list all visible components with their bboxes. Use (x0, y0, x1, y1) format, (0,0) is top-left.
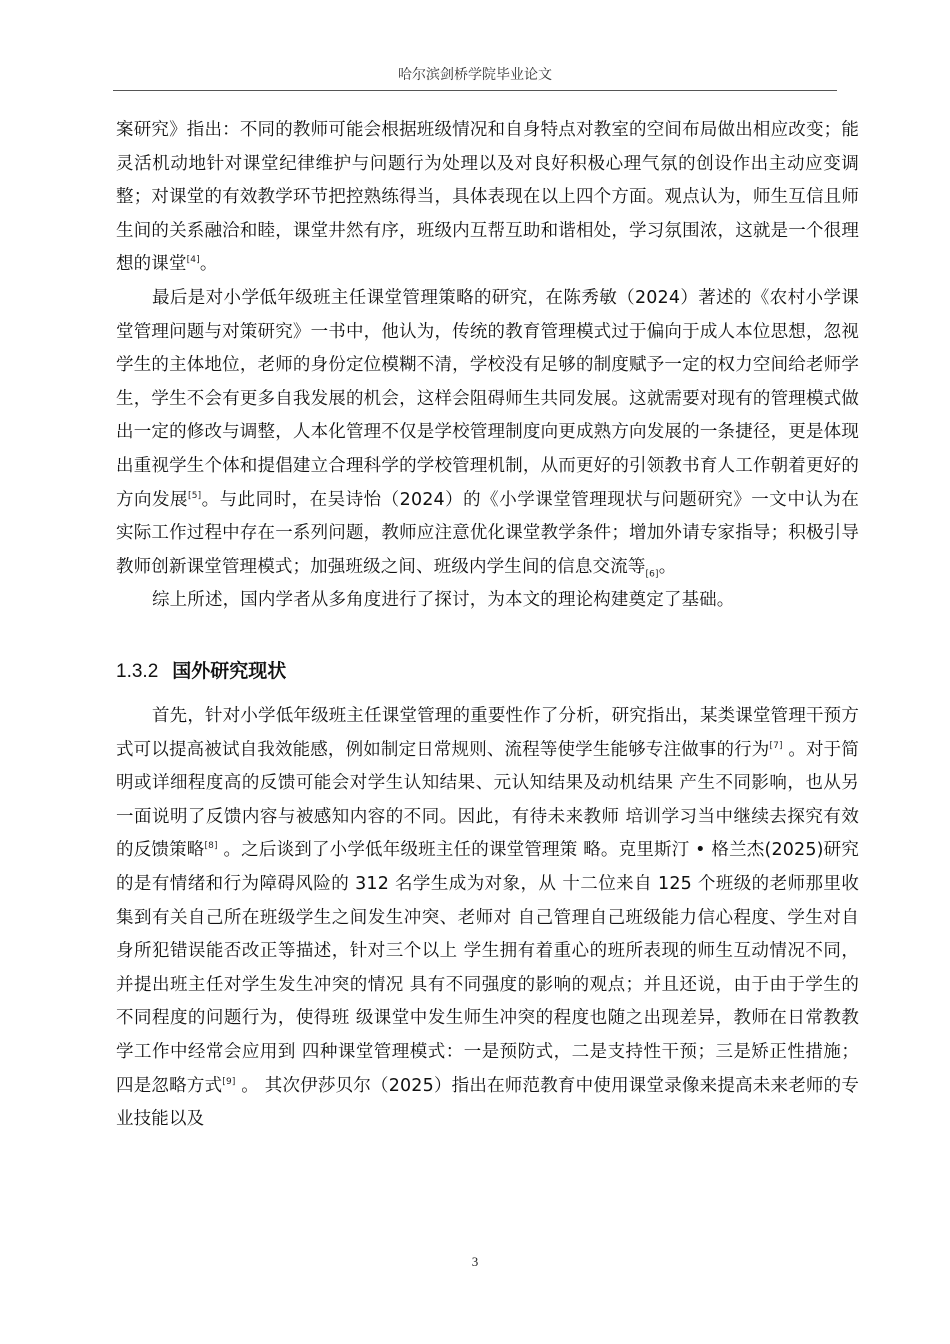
section-title: 国外研究现状 (172, 660, 287, 682)
body-text-top (116, 114, 859, 618)
running-header: 哈尔滨剑桥学院毕业论文 (398, 67, 552, 83)
paragraph-text: 。与此同时，在吴诗怡（2024）的《小学课堂管理现状与问题研究》一文中认为在实际工作过程中存在一系列问题，教师应注意优化课堂教学条件；增加外请专家指导；积极引导教师创新课堂管理模式；加强班级之间、班级内学生间的信息交流等 (116, 489, 859, 577)
paragraph-text: 。之后谈到了小学低年级班主任的课堂管理策 略。克里斯汀 • 格兰杰(2025)研究的是有情绪和行为障碍风险的 312 名学生成为对象，从 十二位来自 125 个班级的老师那里收集到有关自己所在班级学生之间发生冲突、老师对 自己管理自己班级能力信心程度、学生对自身所犯错误能否改正等描述，针对三个以上 学生拥有着重心的班所表现的师生互动情况不同，并提出班主任对学生发生冲突的情况 具有不同强度的影响的观点；并且还说，由于由于学生的不同程度的问题行为，使得班 级课堂中发生师生冲突的程度也随之出现差异，教师在日常教教学工作中经常会应用到 四种课堂管理模式：一是预防式，二是支持性干预；三是矫正性措施；四是忽略方式 (116, 840, 860, 1096)
header-divider (113, 90, 837, 91)
paragraph-tail: 。 (199, 254, 218, 275)
paragraph-text: 案研究》指出：不同的教师可能会根据班级情况和自身特点对教室的空间布局做出相应改变；能灵活机动地针对课堂纪律维护与问题行为处理以及对良好积极心理气氛的创设作出主动应变调整；对课堂的有效教学环节把控熟练得当，具体表现在以上四个方面。观点认为，师生互信且师生间的关系融洽和睦，课堂井然有序，班级内互帮互助和谐相处，学习氛围浓，这就是一个很理想的课堂 (116, 120, 859, 275)
citation-ref: [7] (769, 740, 783, 751)
citation-ref: [6] (645, 569, 659, 580)
paragraph-continued (116, 114, 859, 282)
citation-ref: [8] (204, 841, 218, 852)
section-number: 1.3.2 (116, 661, 159, 682)
citation-ref: [9] (222, 1076, 236, 1087)
paragraph-tail: 。 (658, 556, 677, 577)
paragraph-text: 首先，针对小学低年级班主任课堂管理的重要性作了分析，研究指出，某类课堂管理干预方式可以提高被试自我效能感，例如制定日常规则、流程等使学生能够专注做事的行为 (116, 706, 859, 760)
citation-ref: [4] (186, 255, 200, 266)
paragraph (116, 700, 859, 1137)
page-number: 3 (471, 1254, 479, 1269)
paragraph-text: 最后是对小学低年级班主任课堂管理策略的研究，在陈秀敏（2024）著述的《农村小学课堂管理问题与对策研究》一书中，他认为，传统的教育管理模式过于偏向于成人本位思想，忽视学生的主体地位，老师的身份定位模糊不清，学校没有足够的制度赋予一定的权力空间给老师学生，学生不会有更多自我发展的机会，这样会阻碍师生共同发展。这就需要对现有的管理模式做出一定的修改与调整，人本化管理不仅是学校管理制度向更成熟方向发展的一条捷径，更是体现出重视学生个体和提倡建立合理科学的学校管理机制，从而更好的引领教书育人工作朝着更好的方向发展 (116, 287, 859, 510)
citation-ref: [5] (188, 490, 202, 501)
paragraph (116, 282, 859, 584)
body-text-bottom (116, 700, 859, 1137)
paragraph-summary: 综上所述，国内学者从多角度进行了探讨，为本文的理论构建奠定了基础。 (152, 590, 735, 611)
paragraph-text: 。 其次伊莎贝尔（2025）指出在师范教育中使用课堂录像来提高未来老师的专业技能以及 (116, 1075, 859, 1130)
section-heading (116, 654, 286, 688)
paragraph-text: 。对于简明或详细程度高的反馈可能会对学生认知结果、元认知结果及动机结果 产生不同影响，也从另一面说明了反馈内容与被感知内容的不同。因此，有待未来教师 培训学习当中继续去探究有效的反馈策略 (116, 739, 859, 861)
